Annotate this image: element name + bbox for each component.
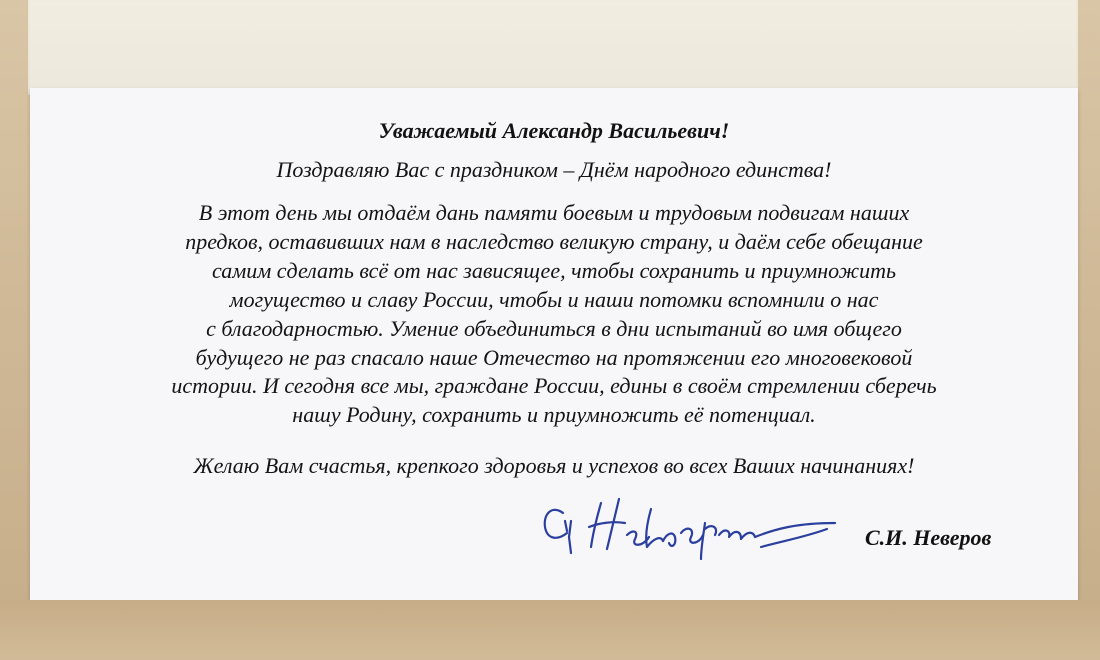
body-line: самим сделать всё от нас зависящее, чтобы сохранить и приумножить — [212, 257, 896, 283]
greeting-card — [30, 88, 1078, 600]
signer-name: С.И. Неверов — [865, 525, 992, 550]
greeting-line: Поздравляю Вас с праздником – Днём народного единства! — [276, 157, 832, 182]
body-line: предков, оставивших нам в наследство великую страну, и даём себе обещание — [185, 228, 923, 254]
body-line: В этот день мы отдаём дань памяти боевым и трудовым подвигам наших — [198, 200, 910, 225]
card-top-flap — [28, 0, 1078, 95]
body-line: истории. И сегодня все мы, граждане России, едины в своём стремлении сберечь — [171, 373, 937, 399]
wish-line: Желаю Вам счастья, крепкого здоровья и успехов во всех Ваших начинаниях! — [193, 453, 915, 478]
letter-body — [30, 199, 1078, 430]
table-surface — [0, 600, 1100, 660]
body-line: могущество и славу России, чтобы и наши потомки вспомнили о нас — [229, 286, 879, 312]
body-line: с благодарностью. Умение объединиться в дни испытаний во имя общего — [206, 315, 902, 341]
body-line: будущего не раз спасало наше Отечество на протяжении его многовековой — [195, 344, 913, 370]
salutation: Уважаемый Александр Васильевич! — [378, 118, 730, 143]
body-line: нашу Родину, сохранить и приумножить её потенциал. — [292, 402, 816, 428]
handwritten-signature — [535, 493, 845, 563]
